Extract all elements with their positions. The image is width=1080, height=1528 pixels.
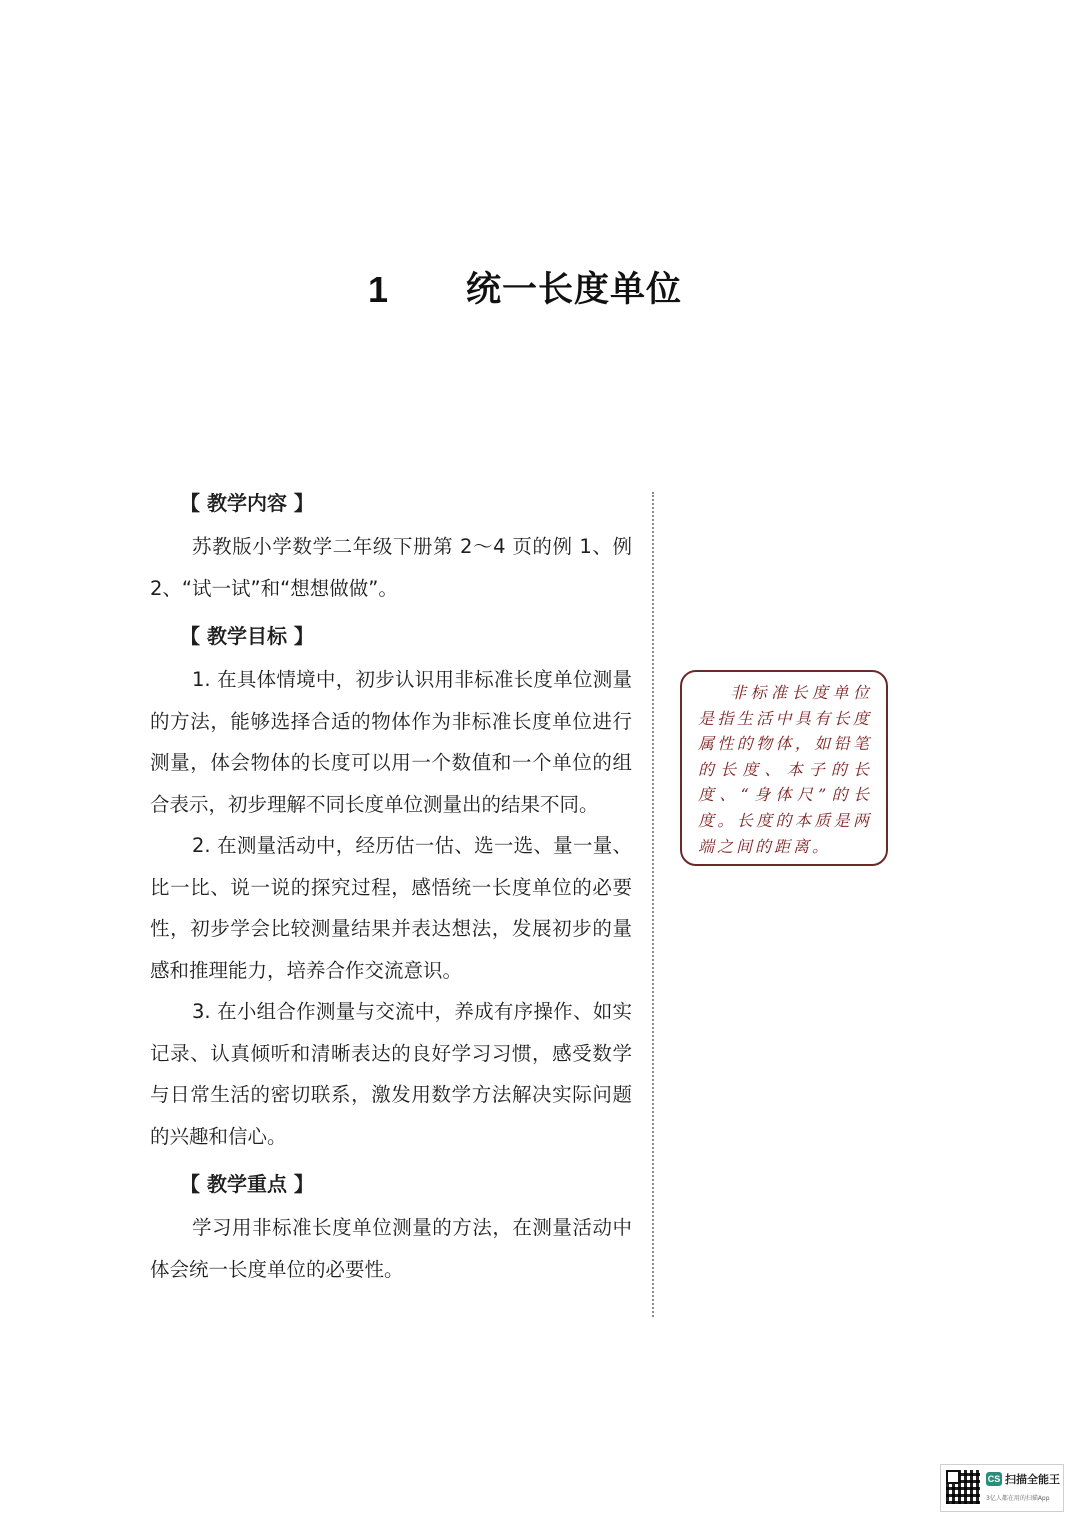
goal-item-1: 1. 在具体情境中，初步认识用非标准长度单位测量的方法，能够选择合适的物体作为非标准长度单位进行测量，体会物体的长度可以用一个数值和一个单位的组合表示，初步理解不同长度单位测量出的结果不同。 [150,668,632,816]
lesson-number: 1 [368,269,389,310]
goal-item-2: 2. 在测量活动中，经历估一估、选一选、量一量、比一比、说一说的探究过程，感悟统一长度单位的必要性，初步学会比较测量结果并表达想法，发展初步的量感和推理能力，培养合作交流意识。 [150,834,632,982]
goal-item-3: 3. 在小组合作测量与交流中，养成有序操作、如实记录、认真倾听和清晰表达的良好学习习惯，感受数学与日常生活的密切联系，激发用数学方法解决实际问题的兴趣和信心。 [150,1000,632,1148]
margin-note-box: 非标准长度单位是指生活中具有长度属性的物体，如铅笔的长度、本子的长度、“身体尺”的长度。长度的本质是两端之间的距离。 [680,670,888,866]
scanner-tagline: 3亿人都在用的扫描App [986,1495,1050,1502]
scanner-watermark [940,1464,1064,1512]
key-point-paragraph: 学习用非标准长度单位测量的方法，在测量活动中体会统一长度单位的必要性。 [150,1216,632,1281]
main-text-column [150,480,632,1290]
section-heading-goals: 【 教学目标 】 [180,624,314,648]
dotted-column-divider [652,492,654,1317]
lesson-title-text: 统一长度单位 [466,270,683,310]
section-heading-key-points: 【 教学重点 】 [180,1172,314,1196]
content-paragraph: 苏教版小学数学二年级下册第 2～4 页的例 1、例 2、“试一试”和“想想做做”。 [150,535,632,600]
camscanner-logo-icon: CS [987,1474,1001,1484]
qr-code-icon [946,1470,980,1504]
section-heading-content: 【 教学内容 】 [180,491,314,515]
lesson-title [0,262,1080,318]
scanner-app-name: 扫描全能王 [1005,1473,1060,1486]
